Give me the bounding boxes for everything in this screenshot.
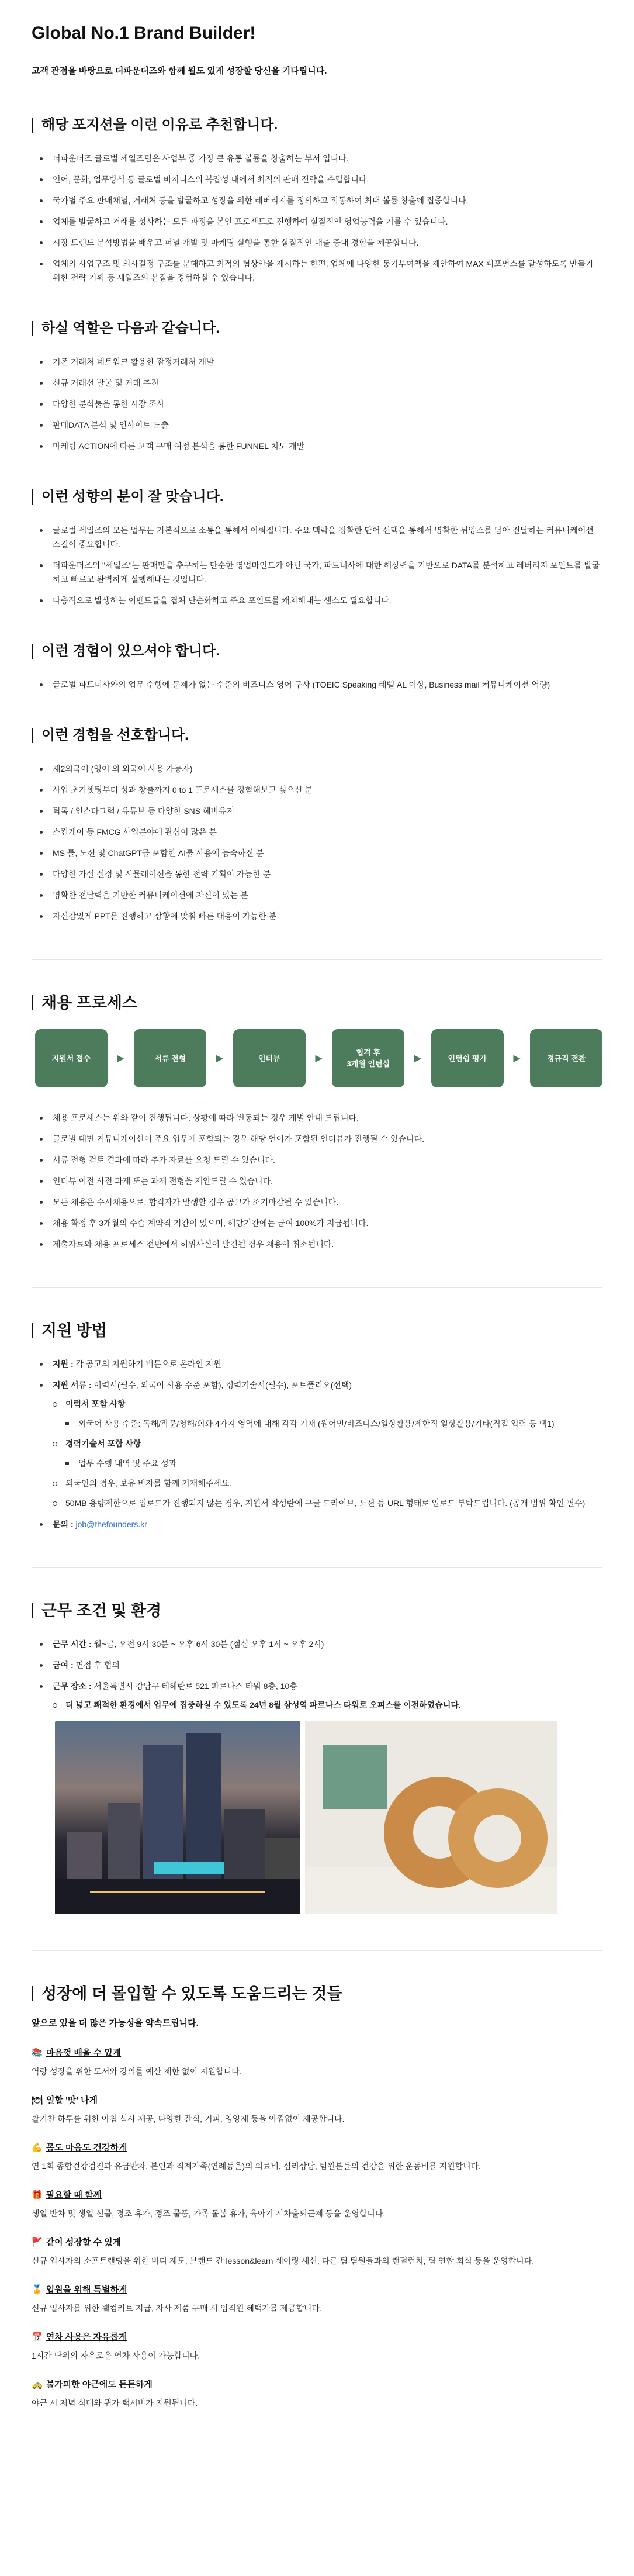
contact-label: 문의 : bbox=[53, 1520, 74, 1529]
list-item: 글로벌 대면 커뮤니케이션이 주요 업무에 포함되는 경우 해당 언어가 포함된 인터뷰가 진행될 수 있습니다. bbox=[32, 1132, 602, 1146]
benefit-item bbox=[32, 2141, 602, 2173]
benefit-text: 1시간 단위의 자유로운 연차 사용이 가능합니다. bbox=[32, 2351, 200, 2360]
preferred-list bbox=[32, 762, 602, 923]
list-item: 자신감있게 PPT를 진행하고 상황에 맞춰 빠른 대응이 가능한 분 bbox=[32, 909, 602, 923]
resume-item: 외국어 사용 수준: 독해/작문/청해/회화 4가지 영역에 대해 각각 기재 (원어민/비즈니스/일상활용/제한적 일상활용/기타(직접 입력 등 택1) bbox=[65, 1417, 602, 1431]
list-item: 제2외국어 (영어 외 외국어 사용 가능자) bbox=[32, 762, 602, 776]
process-step bbox=[35, 1029, 108, 1087]
benefit-item bbox=[32, 2094, 602, 2126]
benefit-text: 야근 시 저녁 식대와 귀가 택시비가 지원됩니다. bbox=[32, 2398, 198, 2408]
list-item: 서류 전형 검토 결과에 따라 추가 자료를 요청 드릴 수 있습니다. bbox=[32, 1153, 602, 1167]
section-fit bbox=[32, 489, 602, 607]
benefit-item bbox=[32, 2046, 602, 2078]
section-work bbox=[32, 1603, 602, 1914]
benefit-text: 활기찬 하루를 위한 아침 식사 제공, 다양한 간식, 커피, 영양제 등을 아낌없이 제공합니다. bbox=[32, 2114, 345, 2123]
resume-sub bbox=[53, 1397, 602, 1510]
taxi-icon: 🚕 bbox=[32, 2380, 43, 2389]
benefit-title: 몸도 마음도 건강하게 bbox=[46, 2143, 127, 2153]
benefit-item bbox=[32, 2283, 602, 2315]
section-roles bbox=[32, 321, 602, 453]
books-icon: 📚 bbox=[32, 2048, 43, 2058]
divider bbox=[32, 959, 602, 960]
list-item: 제출자료와 채용 프로세스 전반에서 허위사실이 발견될 경우 채용이 취소됩니다. bbox=[32, 1237, 602, 1251]
hours-text: 월~금, 오전 9시 30분 ~ 오후 6시 30분 (점심 오후 1시 ~ 오후 2시) bbox=[91, 1639, 324, 1649]
recommend-list bbox=[32, 151, 602, 285]
section-title: 이런 경험을 선호합니다. bbox=[32, 728, 602, 743]
list-item: 스킨케어 등 FMCG 사업분야에 관심이 많은 분 bbox=[32, 825, 602, 839]
divider bbox=[32, 1567, 602, 1568]
move-note: 더 넓고 쾌적한 환경에서 업무에 집중하실 수 있도록 24년 8월 삼성역 파르나스 타워로 오피스를 이전하였습니다. bbox=[53, 1698, 602, 1712]
arrow-right-icon: ▶ bbox=[216, 1054, 224, 1063]
benefit-text: 신규 입사자를 위한 웰컴키트 지급, 자사 제품 구매 시 임직원 혜택가를 제공합니다. bbox=[32, 2304, 322, 2313]
list-item: 명확한 전달력을 기반한 커뮤니케이션에 자신이 있는 분 bbox=[32, 888, 602, 902]
page-tagline: 고객 관점을 바탕으로 더파운더즈와 함께 월도 있게 성장할 당신을 기다립니다. bbox=[32, 66, 327, 76]
step-label: 협격 후 3개월 인턴십 bbox=[347, 1048, 390, 1068]
pay-text: 면접 후 협의 bbox=[73, 1660, 120, 1670]
process-step bbox=[233, 1029, 306, 1087]
contact-email-link[interactable]: job@thefounders.kr bbox=[75, 1520, 147, 1529]
list-item bbox=[32, 1357, 602, 1371]
list-item bbox=[32, 1637, 602, 1651]
place-label: 근무 장소 : bbox=[53, 1681, 92, 1691]
list-item: 채용 프로세스는 위와 같이 진행됩니다. 상황에 따라 변동되는 경우 개별 안내 드립니다. bbox=[32, 1111, 602, 1125]
food-icon: 🍽 bbox=[32, 2095, 43, 2105]
section-title: 하실 역할은 다음과 같습니다. bbox=[32, 321, 602, 336]
list-item: 더파운더즈 글로벌 세일즈팀은 사업부 중 가장 큰 유통 볼륨을 창출하는 부서 입니다. bbox=[32, 151, 602, 165]
divider bbox=[32, 1950, 602, 1951]
step-label: 지원서 접수 bbox=[51, 1054, 91, 1063]
benefit-text: 역량 성장을 위한 도서와 강의를 예산 제한 없이 지원합니다. bbox=[32, 2067, 242, 2076]
process-step bbox=[332, 1029, 404, 1087]
process-step bbox=[431, 1029, 504, 1087]
list-item bbox=[32, 1378, 602, 1510]
benefit-text: 생일 반차 및 생일 선물, 경조 휴가, 경조 물품, 가족 돌봄 휴가, 육아기 시차출퇴근제 등을 운영합니다. bbox=[32, 2209, 386, 2218]
section-title: 이런 성향의 분이 잘 맞습니다. bbox=[32, 489, 602, 505]
step-label: 인터뷰 bbox=[258, 1054, 280, 1063]
arrow-right-icon: ▶ bbox=[513, 1054, 521, 1063]
benefit-item bbox=[32, 2330, 602, 2363]
section-title: 지원 방법 bbox=[32, 1323, 602, 1338]
step-label: 서류 전형 bbox=[154, 1054, 186, 1063]
list-item: 모든 채용은 수시채용으로, 합격자가 발생할 경우 공고가 조기마감될 수 있습니다. bbox=[32, 1195, 602, 1209]
section-title: 성장에 더 몰입할 수 있도록 도움드리는 것들 bbox=[32, 1986, 602, 2001]
place-text: 서울특별시 강남구 테헤란로 521 파르나스 타워 8층, 10층 bbox=[91, 1681, 297, 1691]
medal-icon: 🏅 bbox=[32, 2285, 43, 2295]
section-apply bbox=[32, 1323, 602, 1531]
required-list bbox=[32, 678, 602, 692]
section-benefits bbox=[32, 1986, 602, 2410]
page-title: Global No.1 Brand Builder! bbox=[32, 23, 256, 43]
list-item: 다층적으로 발생하는 이벤트들을 겹쳐 단순화하고 주요 포인트를 캐치해내는 센스도 필요합니다. bbox=[32, 593, 602, 607]
list-item: 언어, 문화, 업무방식 등 글로벌 비지니스의 복잡성 내에서 최적의 판매 전략을 수립합니다. bbox=[32, 172, 602, 187]
apply-label: 지원 : bbox=[53, 1359, 74, 1369]
list-item: 기존 거래처 네트워크 활용한 잠정거래처 개발 bbox=[32, 355, 602, 369]
list-item: 다양한 가설 설정 및 시뮬레이션을 통한 전략 기획이 가능한 분 bbox=[32, 867, 602, 881]
benefit-title: 입원을 위해 특별하게 bbox=[46, 2285, 127, 2295]
benefit-text: 신규 입사자의 소프트랜딩을 위한 버디 제도, 브랜드 간 lesson&learn 쉐어링 세션, 다른 팀 팀원들과의 랜덤런치, 팀 연합 회식 등을 운영합니다. bbox=[32, 2256, 535, 2266]
list-item: 인터뷰 이전 사전 과제 또는 과제 전형을 제안드릴 수 있습니다. bbox=[32, 1174, 602, 1188]
list-item: 사업 초기셋팅부터 성과 창출까지 0 to 1 프로세스를 경험해보고 싶으신 분 bbox=[32, 783, 602, 797]
resume-heading: 이력서 포함 사항 bbox=[53, 1397, 602, 1411]
benefit-title: 연차 사용은 자유롭게 bbox=[46, 2332, 127, 2342]
docs-label: 지원 서류 : bbox=[53, 1380, 92, 1390]
list-item: 시장 트렌드 분석방법을 배우고 퍼널 개발 및 마케팅 실행을 통한 실질적인 매출 증대 경험을 제공합니다. bbox=[32, 236, 602, 250]
list-item: MS 툴, 노션 및 ChatGPT를 포함한 AI툴 사용에 능숙하신 분 bbox=[32, 846, 602, 860]
list-item bbox=[32, 1679, 602, 1712]
benefits-lead: 앞으로 있을 더 많은 가능성을 약속드립니다. bbox=[32, 2018, 199, 2028]
benefit-title: 필요할 때 함께 bbox=[46, 2190, 102, 2200]
move-sub bbox=[53, 1698, 602, 1712]
list-item: 신규 거래선 발굴 및 거래 추진 bbox=[32, 376, 602, 390]
gift-icon: 🎁 bbox=[32, 2190, 43, 2200]
section-process bbox=[32, 995, 602, 1251]
list-item: 마케팅 ACTION에 따른 고객 구매 여정 분석을 통한 FUNNEL 치도 개발 bbox=[32, 439, 602, 453]
list-item: 글로벌 파트너사와의 업무 수행에 문제가 없는 수준의 비즈니스 영어 구사 (TOEIC Speaking 레벨 AL 이상, Business mail 커뮤니케이션 역량) bbox=[32, 678, 602, 692]
list-item: 채용 확정 후 3개월의 수습 계약직 기간이 있으며, 해당기간에는 급여 100%가 지급됩니다. bbox=[32, 1216, 602, 1230]
list-item: 글로벌 세일즈의 모든 업무는 기본적으로 소통을 통해서 이뤄집니다. 주요 맥락을 정확한 단어 선택을 통해서 명확한 뉘앙스를 담아 전달하는 커뮤니케이션 스킬이 중요합니다. bbox=[32, 523, 602, 551]
divider bbox=[32, 1287, 602, 1288]
section-required bbox=[32, 644, 602, 692]
list-item: 국가별 주요 판매채널, 거래처 등을 발굴하고 성장을 위한 레버리지를 정의하고 적동하여 최대 볼륨 창출에 집중합니다. bbox=[32, 194, 602, 208]
calendar-icon: 📅 bbox=[32, 2332, 43, 2342]
step-label: 정규직 전환 bbox=[547, 1054, 586, 1063]
arrow-right-icon: ▶ bbox=[117, 1054, 124, 1063]
list-item: 판매DATA 분석 및 인사이트 도출 bbox=[32, 418, 602, 432]
muscle-icon: 💪 bbox=[32, 2143, 43, 2153]
benefit-title: 불가피한 야근에도 든든하게 bbox=[46, 2380, 153, 2389]
process-flow bbox=[35, 1029, 602, 1087]
list-item: 다양한 분석툴을 통한 시장 조사 bbox=[32, 397, 602, 411]
benefit-title: 일할 '맛' 나게 bbox=[46, 2095, 98, 2105]
size-note: 50MB 용량제한으로 업로드가 진행되지 않는 경우, 지원서 작성란에 구글 드라이브, 노션 등 URL 형태로 업로드 부탁드립니다. (공개 범위 확인 필수) bbox=[53, 1496, 602, 1510]
list-item: 업체를 발굴하고 거래를 성사하는 모든 과정을 본인 프로젝트로 진행하여 실질적인 영업능력을 기를 수 있습니다. bbox=[32, 215, 602, 229]
career-item: 업무 수행 내역 및 주요 성과 bbox=[65, 1456, 602, 1470]
city-skyline-image bbox=[55, 1721, 300, 1914]
benefit-title: 마음껏 배울 수 있게 bbox=[46, 2048, 122, 2058]
benefit-text: 연 1회 종합건강검진과 유급반차, 본인과 직계가족(연례등울)의 의료비, 심리상담, 팀원분들의 건강을 위한 운동비를 지원합니다. bbox=[32, 2161, 481, 2171]
apply-list bbox=[32, 1357, 602, 1531]
benefit-item bbox=[32, 2378, 602, 2410]
list-item bbox=[32, 1517, 602, 1531]
list-item bbox=[32, 1658, 602, 1672]
apply-text: 각 공고의 지원하기 버튼으로 온라인 지원 bbox=[73, 1359, 221, 1369]
process-step bbox=[530, 1029, 602, 1087]
step-label: 인턴쉽 평가 bbox=[448, 1054, 487, 1063]
office-photos bbox=[55, 1721, 602, 1914]
roles-list bbox=[32, 355, 602, 453]
benefit-item bbox=[32, 2236, 602, 2268]
building-photo bbox=[55, 1721, 300, 1914]
docs-text: 이력서(필수, 외국어 사용 수준 포함), 경력기술서(필수), 포트폴리오(선택) bbox=[91, 1380, 352, 1390]
flag-icon: 🚩 bbox=[32, 2237, 43, 2247]
work-list bbox=[32, 1637, 602, 1712]
benefit-title: 같이 성장할 수 있게 bbox=[46, 2237, 122, 2247]
benefit-item bbox=[32, 2188, 602, 2221]
section-recommend bbox=[32, 118, 602, 285]
list-item: 업체의 사업구조 및 의사결정 구조를 분해하고 최적의 협상안을 제시하는 한편, 업체에 다양한 동기부여책을 제안하여 MAX 퍼포먼스를 달성하도록 만들기 위한 전략 기획 등 세일즈의 본질을 경험하실 수 있습니다. bbox=[32, 257, 602, 285]
section-title: 근무 조건 및 환경 bbox=[32, 1603, 602, 1618]
list-item: 틱톡 / 인스타그램 / 유튜브 등 다양한 SNS 헤비유저 bbox=[32, 804, 602, 818]
arrow-right-icon: ▶ bbox=[414, 1054, 422, 1063]
section-preferred bbox=[32, 728, 602, 923]
lobby-photo bbox=[305, 1721, 557, 1914]
fit-list bbox=[32, 523, 602, 607]
hours-label: 근무 시간 : bbox=[53, 1639, 92, 1649]
pay-label: 급여 : bbox=[53, 1660, 74, 1670]
arrow-right-icon: ▶ bbox=[315, 1054, 323, 1063]
section-title: 이런 경험이 있으셔야 합니다. bbox=[32, 644, 602, 659]
foreign-note: 외국인의 경우, 보유 비자를 함께 기재해주세요. bbox=[53, 1476, 602, 1490]
process-notes bbox=[32, 1111, 602, 1251]
section-title: 채용 프로세스 bbox=[32, 995, 602, 1010]
process-step bbox=[134, 1029, 206, 1087]
list-item: 더파운더즈의 "세일즈"는 판매만을 추구하는 단순한 영업마인드가 아닌 국가, 파트너사에 대한 해상력을 기반으로 DATA를 분석하고 레버리지 포인트를 발굴하고 빠르고 완벽하게 실행해내는 것입니다. bbox=[32, 558, 602, 586]
section-title: 해당 포지션을 이런 이유로 추천합니다. bbox=[32, 118, 602, 133]
lobby-sculpture-image bbox=[305, 1721, 557, 1914]
career-heading: 경력기술서 포함 사항 bbox=[53, 1437, 602, 1451]
